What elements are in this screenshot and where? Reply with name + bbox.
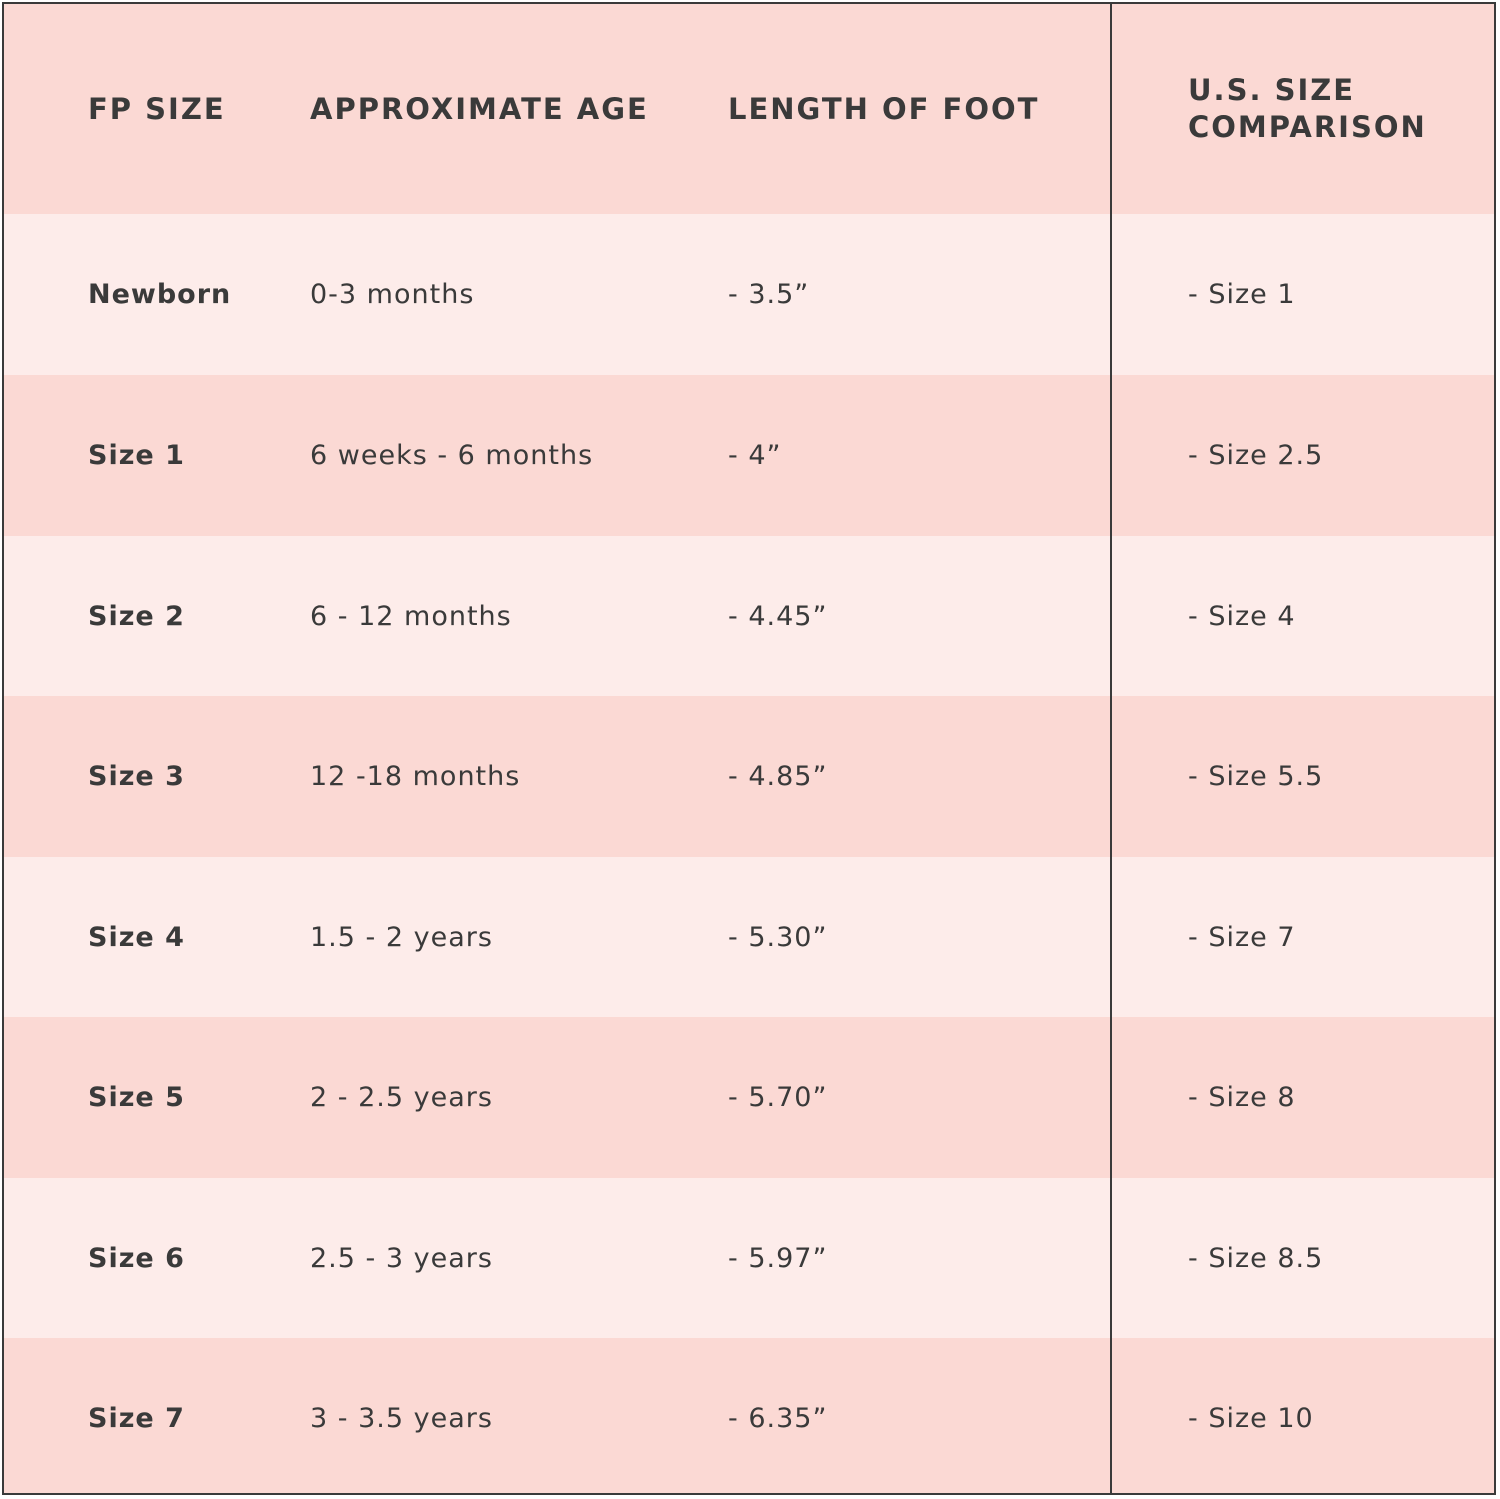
table-header-row bbox=[4, 4, 1494, 214]
table-row bbox=[4, 375, 1494, 536]
length-of-foot-cell: - 5.70” bbox=[728, 1082, 828, 1113]
us-size-cell: - Size 7 bbox=[1188, 921, 1296, 953]
header-approximate-age: APPROXIMATE AGE bbox=[310, 91, 649, 126]
fp-size-cell: Size 3 bbox=[88, 761, 185, 792]
us-size-cell: - Size 5.5 bbox=[1188, 761, 1324, 792]
header-fp-size: FP SIZE bbox=[88, 91, 226, 126]
us-size-cell: - Size 8 bbox=[1188, 1082, 1296, 1113]
approximate-age-cell: 2.5 - 3 years bbox=[310, 1242, 493, 1274]
length-of-foot-cell: - 3.5” bbox=[728, 279, 810, 310]
fp-size-cell: Size 7 bbox=[88, 1403, 185, 1434]
table-row bbox=[4, 536, 1494, 696]
table-row bbox=[4, 857, 1494, 1017]
size-chart-table bbox=[2, 2, 1496, 1495]
approximate-age-cell: 3 - 3.5 years bbox=[310, 1403, 493, 1434]
length-of-foot-cell: - 5.97” bbox=[728, 1242, 828, 1274]
fp-size-cell: Size 5 bbox=[88, 1082, 185, 1113]
length-of-foot-cell: - 4.45” bbox=[728, 600, 828, 632]
approximate-age-cell: 0-3 months bbox=[310, 279, 475, 310]
table-row bbox=[4, 214, 1494, 375]
us-size-cell: - Size 1 bbox=[1188, 279, 1296, 310]
length-of-foot-cell: - 4” bbox=[728, 440, 782, 471]
fp-size-cell: Size 2 bbox=[88, 600, 185, 632]
us-size-cell: - Size 2.5 bbox=[1188, 440, 1324, 471]
table-row bbox=[4, 696, 1494, 857]
table-row bbox=[4, 1338, 1494, 1495]
fp-size-cell: Size 1 bbox=[88, 440, 185, 471]
column-divider bbox=[1110, 4, 1112, 1493]
length-of-foot-cell: - 6.35” bbox=[728, 1403, 828, 1434]
table-row bbox=[4, 1017, 1494, 1178]
header-length-of-foot: LENGTH OF FOOT bbox=[728, 91, 1040, 126]
approximate-age-cell: 1.5 - 2 years bbox=[310, 921, 493, 953]
approximate-age-cell: 6 - 12 months bbox=[310, 600, 512, 632]
fp-size-cell: Newborn bbox=[88, 279, 232, 310]
header-us-size-comparison: U.S. SIZE COMPARISON bbox=[1188, 73, 1427, 144]
us-size-cell: - Size 8.5 bbox=[1188, 1242, 1324, 1274]
length-of-foot-cell: - 5.30” bbox=[728, 921, 828, 953]
fp-size-cell: Size 4 bbox=[88, 921, 185, 953]
approximate-age-cell: 2 - 2.5 years bbox=[310, 1082, 493, 1113]
fp-size-cell: Size 6 bbox=[88, 1242, 185, 1274]
table-row bbox=[4, 1178, 1494, 1338]
length-of-foot-cell: - 4.85” bbox=[728, 761, 828, 792]
approximate-age-cell: 12 -18 months bbox=[310, 761, 521, 792]
us-size-cell: - Size 10 bbox=[1188, 1403, 1314, 1434]
approximate-age-cell: 6 weeks - 6 months bbox=[310, 440, 594, 471]
us-size-cell: - Size 4 bbox=[1188, 600, 1296, 632]
